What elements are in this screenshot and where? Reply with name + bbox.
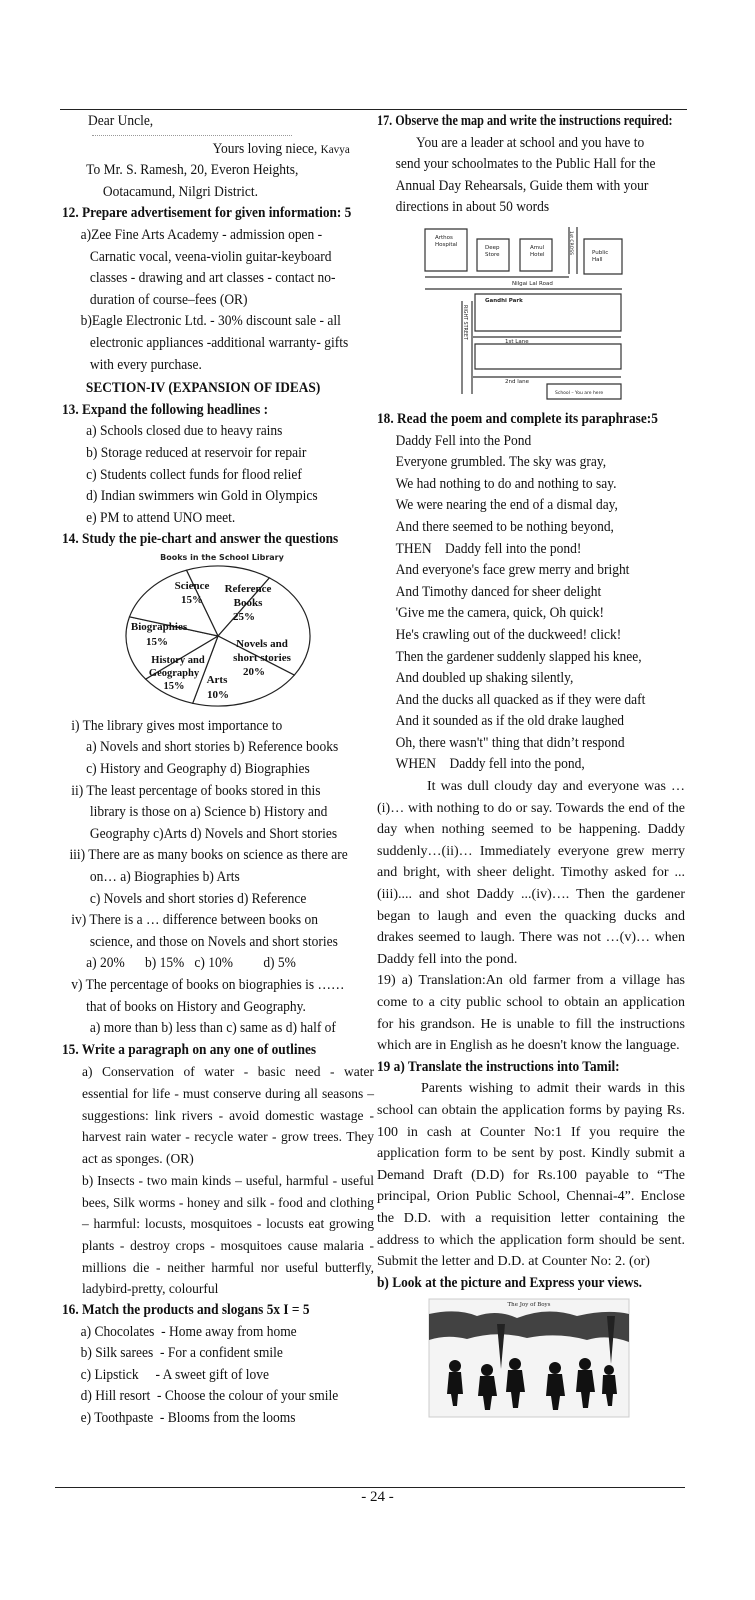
q14-heading: 14. Study the pie-chart and answer the questions <box>62 531 339 548</box>
pie-label-novels: Novels and <box>236 637 288 650</box>
q13-item: e) PM to attend UNO meet. <box>86 509 236 526</box>
q14-line: a) Novels and short stories b) Reference books <box>86 739 339 756</box>
poem-line: Oh, there wasn't" thing that didn’t respond <box>395 734 625 751</box>
map-hospital-label: Arthos <box>435 234 453 241</box>
left-column <box>62 111 374 1430</box>
poem-line: THEN Daddy fell into the pond! <box>395 540 582 557</box>
pie-label-bio: Biographies <box>130 620 188 633</box>
q14-line: c) Novels and short stories d) Reference <box>89 890 307 907</box>
pie-value-science: 15% <box>181 593 203 606</box>
page-number: - 24 - <box>361 1489 394 1505</box>
q12-b-3: with every purchase. <box>89 356 202 373</box>
poem-line: We were nearing the end of a dismal day, <box>395 497 618 514</box>
map-lane1-label: 1st Lane <box>505 338 529 345</box>
q14-line: c) History and Geography d) Biographies <box>86 761 310 778</box>
q14-line: library is those on a) Science b) History and <box>89 804 328 821</box>
q14-line: Geography c)Arts d) Novels and Short stories <box>89 825 338 842</box>
q18-heading: 18. Read the poem and complete its paraphrase:5 <box>377 410 658 427</box>
pie-value-history: 15% <box>163 680 185 692</box>
q14-line: v) The percentage of books on biographies is …… <box>71 977 345 993</box>
pie-label-history-2: Geography <box>148 667 200 679</box>
map-road-label: Nilgai Lal Road <box>512 280 553 287</box>
q12-a-2: Carnatic vocal, veena-violin guitar-keyboard <box>89 248 332 265</box>
q14-line: that of books on History and Geography. <box>86 998 306 1015</box>
letter-signature: Kavya <box>320 141 350 156</box>
q13-item: a) Schools closed due to heavy rains <box>86 423 283 440</box>
poem-line: And everyone's face grew merry and bright <box>395 562 630 579</box>
q13-heading: 13. Expand the following headlines : <box>62 401 269 418</box>
top-rule <box>60 109 687 110</box>
letter-closing-text: Yours loving niece, <box>212 140 318 157</box>
q16-item: b) Silk sarees - For a confident smile <box>80 1345 283 1362</box>
q16-item: a) Chocolates - Home away from home <box>80 1323 297 1340</box>
q19a-heading: 19 a) Translate the instructions into Tamil: <box>377 1058 620 1075</box>
map-park-label: Gandhi Park <box>485 297 523 304</box>
map-street-label: RIGHT STREET <box>462 304 467 340</box>
map-public-label-2: Hall <box>592 256 603 263</box>
poem-line: Daddy Fell into the Pond <box>395 432 532 449</box>
q13-item: b) Storage reduced at reservoir for repair <box>86 444 307 461</box>
pie-label-reference-2: Books <box>233 596 263 609</box>
poem-line: WHEN Daddy fell into the pond, <box>395 756 585 773</box>
poem-line: 'Give me the camera, quick, Oh quick! <box>395 605 604 622</box>
map-amul-label-2: Hotel <box>530 251 545 258</box>
q15-heading: 15. Write a paragraph on any one of outlines <box>62 1041 317 1058</box>
poem-line: And Timothy danced for sheer delight <box>395 583 602 600</box>
map-amul-label: Amul <box>530 244 545 251</box>
pie-value-novels: 20% <box>243 665 265 678</box>
pie-chart <box>62 551 374 716</box>
poem-line: He's crawling out of the duckweed! click! <box>395 626 622 643</box>
q14-line: a) more than b) less than c) same as d) half of <box>89 1020 336 1037</box>
q12-a-4: duration of course–fees (OR) <box>89 291 248 308</box>
letter-address-1: To Mr. S. Ramesh, 20, Everon Heights, <box>86 162 299 179</box>
map-cross-label: 1st CROSS <box>568 230 573 255</box>
q14-line: ii) The least percentage of books stored in this <box>71 782 321 799</box>
poem-line: We had nothing to do and nothing to say. <box>395 475 617 492</box>
street-map <box>377 219 685 409</box>
poem-line: And the ducks all quacked as if they were daft <box>395 691 646 708</box>
q15-option-a: a) Conservation of water - basic need - water essential for life - must conserve during all seasons – suggestions: link rivers - avoid domestic wastage - harvest rain water - recycle water - grow trees. They act as sponges. (OR) <box>82 1064 374 1167</box>
section-4-heading: SECTION-IV (EXPANSION OF IDEAS) <box>85 380 321 397</box>
q14-line: science, and those on Novels and short stories <box>89 933 338 950</box>
pie-label-novels-2: short stories <box>233 651 291 664</box>
boys-picture <box>377 1294 685 1419</box>
picture-caption: The Joy of Boys <box>507 1302 551 1309</box>
letter-closing <box>62 139 352 161</box>
pie-label-reference: Reference <box>224 582 272 595</box>
letter-address-2: Ootacamund, Nilgri District. <box>102 183 258 200</box>
q15-option-b: b) Insects - two main kinds – useful, harmful - useful bees, Silk worms - honey and silk - food and clothing – harmful: locusts, mosquitoes - locusts eat growing plants - destroy crops - mosquitoes cause malaria - millions die - neither harmful nor useful butterfly, ladybird-pretty, colourful <box>82 1172 374 1297</box>
map-public-hall <box>584 239 622 274</box>
pie-label-history: History and <box>151 654 205 666</box>
map-lane2-label: 2nd lane <box>505 378 529 385</box>
q13-item: d) Indian swimmers win Gold in Olympics <box>86 488 318 505</box>
pie-value-reference: 25% <box>233 610 255 623</box>
poem-line: And doubled up shaking silently, <box>395 670 574 687</box>
map-hospital-label-2: Hospital <box>435 241 458 248</box>
q12-heading: 12. Prepare advertisement for given information: 5 <box>62 205 352 222</box>
q18-paraphrase: It was dull cloudy day and everyone was …(i)… with nothing to do or say. Towards the end of the day when nothing seemed to be happening. Daddy suddenly…(ii)… Immediately everyone grew merry and bright, with sheer delight. Timothy asked for ...(iii).... and shot Daddy ...(iv)…. Then the gardener began to laugh and even the quacking ducks and drakes seemed to laugh. There was not …(v)… when Daddy fell into the pond. <box>377 779 685 967</box>
q17-line: Annual Day Rehearsals, Guide them with your <box>395 177 649 194</box>
letter-dotted-line <box>92 133 292 136</box>
map-deep-label: Deep <box>485 244 500 251</box>
q12-b-2: electronic appliances -additional warranty- gifts <box>89 334 349 351</box>
pie-value-bio: 15% <box>146 635 168 648</box>
poem-line: And there seemed to be nothing beyond, <box>395 518 614 535</box>
bottom-rule <box>55 1487 685 1488</box>
pie-label-arts: Arts <box>206 673 228 686</box>
q19b-heading: b) Look at the picture and Express your views. <box>377 1274 642 1291</box>
q17-line: directions in about 50 words <box>395 199 550 216</box>
q17-line: You are a leader at school and you have to <box>416 134 645 151</box>
poem-line: Everyone grumbled. The sky was gray, <box>395 454 607 471</box>
map-public-label: Public <box>592 249 609 256</box>
poem-line: And it sounded as if the old drake laughed <box>395 713 625 730</box>
pie-value-arts: 10% <box>207 688 229 701</box>
map-deep-label-2: Store <box>485 251 500 258</box>
q12-a-1: a)Zee Fine Arts Academy - admission open - <box>80 226 323 243</box>
q14-line: i) The library gives most importance to <box>71 717 283 734</box>
q14-line: on… a) Biographies b) Arts <box>89 869 240 886</box>
q13-item: c) Students collect funds for flood relief <box>86 466 302 483</box>
q14-line: iv) There is a … difference between books on <box>71 912 318 929</box>
pie-chart-title: Books in the School Library <box>160 552 284 562</box>
q14-line: iii) There are as many books on science as there are <box>69 847 348 864</box>
q16-item: d) Hill resort - Choose the colour of your smile <box>80 1388 339 1405</box>
right-column <box>377 111 685 1419</box>
q12-a-3: classes - drawing and art classes - contact no- <box>89 270 336 287</box>
q16-heading: 16. Match the products and slogans 5x I = 5 <box>62 1302 310 1319</box>
q14-line: a) 20% b) 15% c) 10% d) 5% <box>86 955 296 972</box>
q17-line: send your schoolmates to the Public Hall for the <box>395 156 656 173</box>
q12-b-1: b)Eagle Electronic Ltd. - 30% discount sale - all <box>80 313 341 330</box>
q19-intro: 19) a) Translation:An old farmer from a village has come to a city public school to obtain an application for his grandson. He is unable to fill the instructions which are in English as he doesn't know the language. <box>377 973 685 1054</box>
q16-item: e) Toothpaste - Blooms from the looms <box>80 1410 296 1427</box>
letter-salutation: Dear Uncle, <box>88 113 154 129</box>
q16-item: c) Lipstick - A sweet gift of love <box>80 1366 269 1383</box>
map-block <box>475 344 621 369</box>
map-school-label: School – You are here <box>555 390 604 396</box>
poem-line: Then the gardener suddenly slapped his knee, <box>395 648 642 665</box>
q19-instructions: Parents wishing to admit their wards in this school can obtain the application forms by paying Rs. 100 in cash at Counter No:1 If you require the application form to be sent by post. Kindly submit a Demand Draft (D.D) for Rs.100 payable to “The principal, Orion Public School, Chennai-4”. Enclose the D.D. with a requisition letter containing the address to which the application form should be sent. Submit the letter and D.D. at Counter No: 2. (or) <box>377 1081 685 1270</box>
q17-heading: 17. Observe the map and write the instructions required: <box>377 113 673 129</box>
pie-label-science: Science <box>174 579 210 592</box>
